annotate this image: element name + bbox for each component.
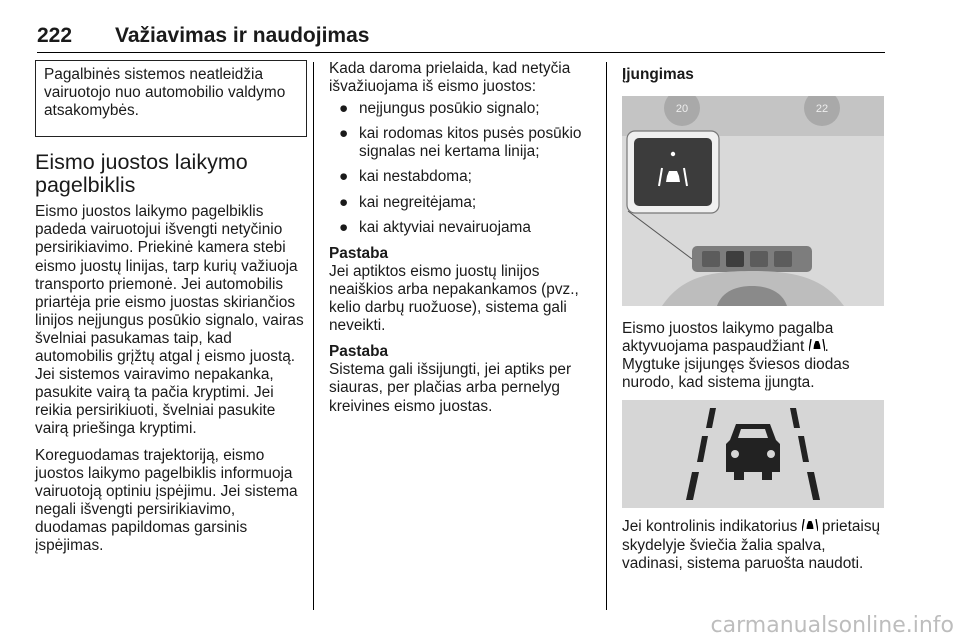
- list-item: ● kai nestabdoma;: [339, 168, 472, 186]
- temp-left-label: 20: [675, 103, 689, 116]
- note-1-label: Pastaba: [329, 244, 389, 262]
- temp-right-label: 22: [815, 103, 829, 116]
- column-1: [35, 60, 307, 563]
- page-header: [37, 24, 885, 52]
- note-2-label: Pastaba: [329, 343, 389, 361]
- bullet-icon: ●: [339, 193, 349, 211]
- warning-note-text: Pagalbinės sistemos neatleidžia vairuotojo nuo automobilio valdymo atsakomybės.: [44, 66, 286, 120]
- activation-paragraph: Eismo juostos laikymo pagalba aktyvuojama paspaudžiant . Mygtuke įsijungęs šviesos diodas nurodo, kad sistema įjungta.: [622, 320, 850, 392]
- lane-keep-assist-icon: [802, 519, 818, 532]
- note-1: [329, 245, 601, 335]
- section-heading: Eismo juostos laikymo pagelbiklis: [35, 150, 248, 198]
- list-item: ● neįjungus posūkio signalo;: [339, 100, 540, 118]
- note-1-text: Jei aptiktos eismo juostų linijos neaiškios arba nepakankamos (pvz., kelio darbų ruožuose), sistema gali neveikti.: [329, 262, 579, 335]
- note-2: [329, 343, 601, 415]
- column-divider-1: [313, 62, 314, 610]
- header-rule: [37, 52, 885, 53]
- conditions-list: [329, 100, 601, 237]
- bullet-icon: ●: [339, 218, 349, 236]
- paragraph-intro: Eismo juostos laikymo pagelbiklis padeda vairuotojui išvengti netyčinio persirikiavimo. Priekinė kamera stebi eismo juostų linijas, tarp kurių važiuoja transporto priemonė. Jei automobilis priartėja prie eismo juostas skiriančios linijos neįjungus posūkio signalo, vairas švelniai pasukamas taip, kad automobilis grįžtų atgal į eismo juostą. Jei sistemos vairavimo nepakanka, pasukite vairą ta pačia kryptimi. Jei reikia persirikiuoti, švelniai pasukite vairą priešinga kryptimi.: [35, 203, 304, 438]
- bullet-icon: ●: [339, 168, 349, 186]
- list-item: ● kai negreitėjama;: [339, 193, 477, 211]
- lane-keep-assist-icon: [809, 339, 825, 352]
- column-2: [329, 60, 601, 424]
- list-item: ● kai rodomas kitos pusės posūkio signalas nei kertama linija;: [339, 125, 582, 161]
- activation-title: Įjungimas: [622, 66, 694, 83]
- page-number: 222: [37, 24, 73, 47]
- note-2-text: Sistema gali išsijungti, jei aptiks per siauras, per plačias arba pernelyg kreivines eismo juostas.: [329, 361, 572, 415]
- list-item: ● kai aktyviai nevairuojama: [339, 218, 531, 236]
- conditions-lead: Kada daroma prielaida, kad netyčia išvažiuojama iš eismo juostos:: [329, 60, 571, 96]
- bullet-icon: ●: [339, 100, 349, 118]
- watermark: carmanualsonline.info: [710, 613, 954, 638]
- lane-keep-indicator-image: [622, 400, 884, 508]
- indicator-paragraph: Jei kontrolinis indikatorius prietaisų skydelyje šviečia žalia spalva, vadinasi, sistema paruošta naudoti.: [622, 518, 881, 572]
- warning-note-box: [35, 60, 307, 137]
- page-title: Važiavimas ir naudojimas: [115, 24, 370, 47]
- bullet-icon: ●: [339, 125, 349, 143]
- column-divider-2: [606, 62, 607, 610]
- column-3: [622, 60, 884, 581]
- console-photo: [622, 96, 884, 306]
- paragraph-warning: Koreguodamas trajektoriją, eismo juostos laikymo pagelbiklis informuoja vairuotoją optiniu įspėjimu. Jei sistema negali išvengti persirikiavimo, duodamas papildomas garsinis įspėjimas.: [35, 446, 298, 554]
